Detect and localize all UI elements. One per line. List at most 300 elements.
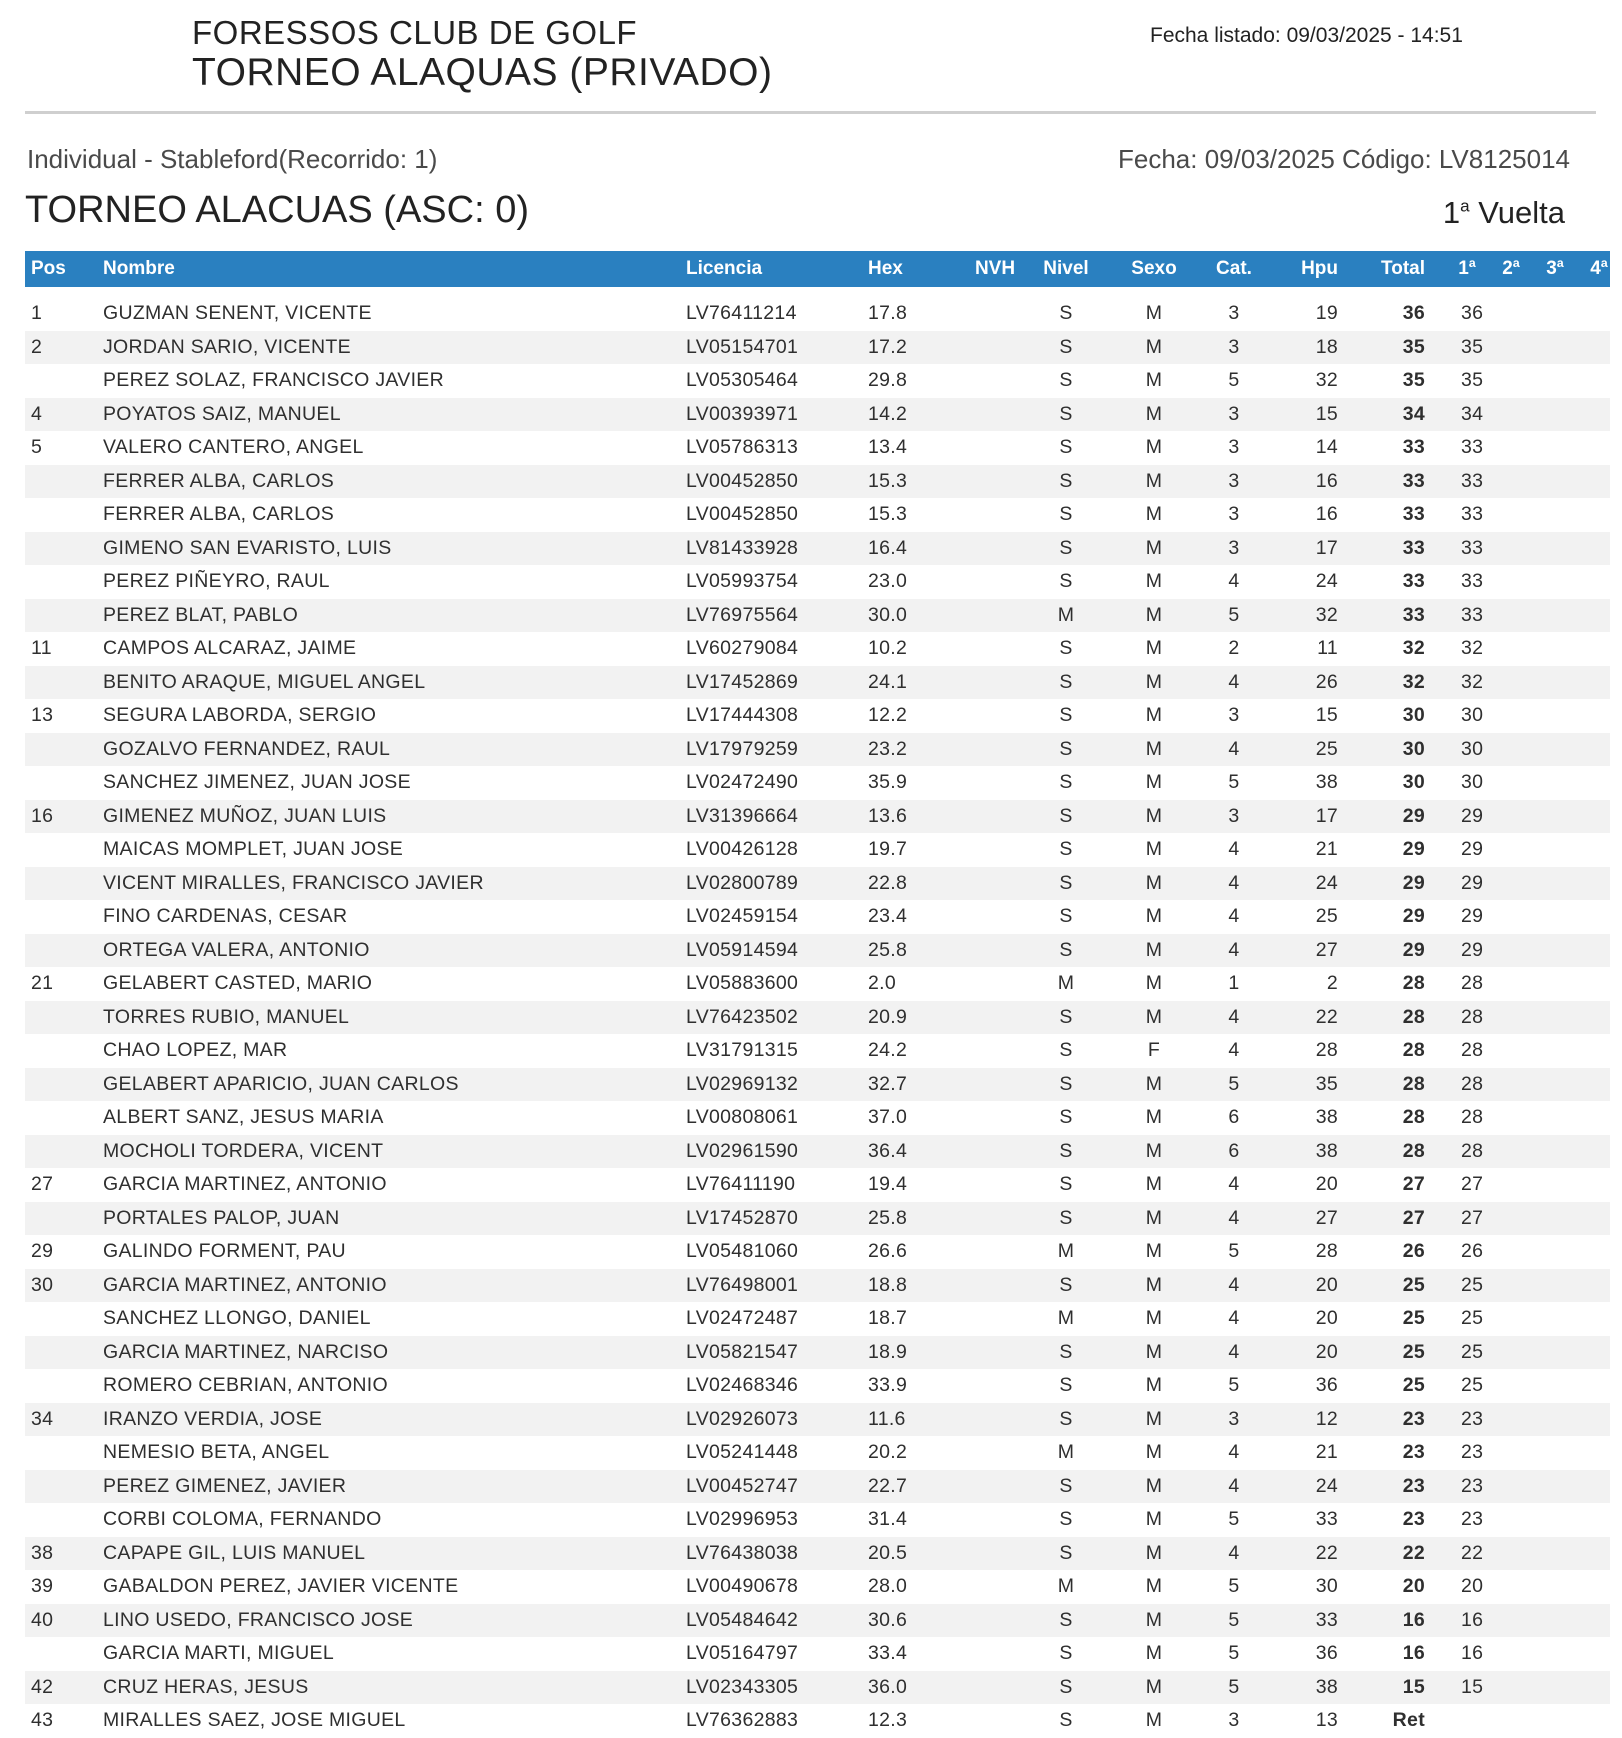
cell-round-1: 23 — [1461, 1407, 1484, 1430]
cell-nivel: S — [1059, 1106, 1073, 1128]
cell-round-1: 26 — [1461, 1240, 1484, 1262]
table-row — [25, 1503, 1610, 1537]
cell-licencia: LV00426128 — [686, 838, 799, 860]
cell-sexo: M — [1145, 1340, 1163, 1363]
table-row — [25, 1336, 1610, 1370]
col-header-round-2: 2ª — [1502, 258, 1520, 279]
cell-cat: 4 — [1228, 938, 1240, 961]
cell-hpu: 20 — [1315, 1340, 1338, 1363]
cell-sexo: M — [1145, 1374, 1163, 1396]
cell-hex: 18.7 — [868, 1307, 908, 1329]
cell-hex: 13.6 — [868, 804, 908, 827]
cell-sexo: M — [1145, 637, 1163, 659]
cell-total: 28 — [1402, 972, 1425, 994]
cell-hpu: 33 — [1315, 1508, 1338, 1530]
cell-round-1: 29 — [1461, 938, 1484, 961]
table-row — [25, 699, 1610, 733]
col-header-nombre: Nombre — [103, 258, 175, 279]
cell-round-1: 25 — [1461, 1340, 1484, 1363]
cell-round-1: 33 — [1461, 503, 1484, 525]
cell-sexo: M — [1145, 1474, 1163, 1497]
cell-licencia: LV02472490 — [686, 771, 799, 793]
cell-cat: 4 — [1228, 1206, 1240, 1229]
cell-cat: 6 — [1228, 1139, 1240, 1162]
table-row — [25, 599, 1610, 633]
cell-total: 28 — [1402, 1139, 1425, 1162]
table-row — [25, 398, 1610, 432]
cell-nombre: FINO CARDENAS, CESAR — [103, 905, 348, 927]
cell-nivel: S — [1059, 1173, 1073, 1195]
cell-hpu: 22 — [1315, 1005, 1338, 1028]
cell-hex: 18.9 — [868, 1340, 908, 1363]
table-row — [25, 1001, 1610, 1035]
table-row — [25, 498, 1610, 532]
cell-sexo: M — [1145, 1608, 1163, 1631]
cell-cat: 3 — [1228, 335, 1240, 358]
cell-licencia: LV76423502 — [686, 1005, 799, 1028]
cell-nombre: CAMPOS ALCARAZ, JAIME — [103, 637, 357, 659]
cell-cat: 5 — [1228, 1508, 1240, 1530]
cell-licencia: LV60279084 — [686, 637, 799, 659]
cell-nombre: GUZMAN SENENT, VICENTE — [103, 302, 372, 324]
cell-nombre: GABALDON PEREZ, JAVIER VICENTE — [103, 1575, 459, 1597]
cell-pos: 11 — [31, 637, 52, 659]
cell-sexo: M — [1145, 871, 1163, 894]
cell-cat: 6 — [1228, 1106, 1240, 1128]
cell-licencia: LV02996953 — [686, 1508, 799, 1530]
cell-round-1: 30 — [1461, 737, 1484, 760]
cell-total: 15 — [1402, 1675, 1425, 1698]
cell-licencia: LV17452870 — [686, 1206, 799, 1229]
table-row — [25, 1704, 1610, 1738]
cell-round-1: 28 — [1461, 1039, 1484, 1061]
cell-nombre: GARCIA MARTINEZ, ANTONIO — [103, 1173, 387, 1195]
cell-round-1: 33 — [1461, 603, 1484, 626]
cell-round-1: 29 — [1461, 871, 1484, 894]
cell-hex: 28.0 — [868, 1575, 908, 1597]
cell-cat: 5 — [1228, 1374, 1240, 1396]
cell-nombre: LINO USEDO, FRANCISCO JOSE — [103, 1608, 414, 1631]
cell-cat: 4 — [1228, 737, 1240, 760]
cell-total: 25 — [1402, 1307, 1425, 1329]
cell-pos: 1 — [31, 302, 43, 324]
cell-licencia: LV17444308 — [686, 704, 799, 726]
cell-nombre: IRANZO VERDIA, JOSE — [103, 1407, 323, 1430]
cell-nivel: S — [1059, 369, 1073, 391]
cell-cat: 3 — [1228, 503, 1240, 525]
cell-sexo: M — [1145, 938, 1163, 961]
cell-total: Ret — [1392, 1709, 1425, 1731]
cell-hpu: 16 — [1315, 503, 1338, 525]
cell-cat: 4 — [1228, 670, 1240, 693]
table-row — [25, 465, 1610, 499]
cell-licencia: LV02472487 — [686, 1307, 799, 1329]
cell-sexo: M — [1145, 1139, 1163, 1162]
cell-licencia: LV76975564 — [686, 603, 799, 626]
cell-sexo: M — [1145, 603, 1163, 626]
cell-nivel: S — [1059, 737, 1073, 760]
cell-sexo: M — [1145, 1106, 1163, 1128]
table-row — [25, 565, 1610, 599]
cell-hpu: 36 — [1315, 1374, 1338, 1396]
cell-sexo: M — [1145, 838, 1163, 860]
table-row — [25, 1604, 1610, 1638]
cell-cat: 4 — [1228, 1173, 1240, 1195]
cell-licencia: LV17979259 — [686, 737, 799, 760]
cell-cat: 3 — [1228, 536, 1240, 559]
cell-hpu: 24 — [1315, 1474, 1338, 1497]
table-row — [25, 297, 1610, 331]
cell-pos: 5 — [31, 436, 43, 458]
cell-licencia: LV76411214 — [686, 302, 797, 324]
cell-licencia: LV02800789 — [686, 871, 799, 894]
cell-total: 20 — [1402, 1575, 1425, 1597]
table-row — [25, 1068, 1610, 1102]
cell-nombre: PEREZ PIÑEYRO, RAUL — [103, 570, 330, 592]
round-number: 1 — [1442, 195, 1461, 230]
cell-total: 29 — [1402, 804, 1425, 827]
cell-cat: 3 — [1228, 469, 1240, 492]
cell-round-1: 28 — [1461, 1072, 1484, 1095]
cell-hex: 16.4 — [868, 536, 908, 559]
cell-nombre: CRUZ HERAS, JESUS — [103, 1675, 309, 1698]
cell-nivel: S — [1059, 1608, 1073, 1631]
cell-pos: 13 — [31, 704, 54, 726]
cell-total: 25 — [1402, 1273, 1425, 1296]
cell-cat: 4 — [1228, 1340, 1240, 1363]
cell-hpu: 35 — [1315, 1072, 1338, 1095]
cell-hex: 22.7 — [868, 1474, 908, 1497]
cell-nivel: S — [1059, 503, 1073, 525]
cell-total: 26 — [1402, 1240, 1425, 1262]
cell-hpu: 17 — [1315, 536, 1338, 559]
cell-nivel: S — [1059, 637, 1073, 659]
cell-sexo: M — [1145, 771, 1163, 793]
cell-hpu: 20 — [1315, 1273, 1338, 1296]
cell-licencia: LV31396664 — [686, 804, 799, 827]
cell-licencia: LV05305464 — [686, 369, 799, 391]
cell-hpu: 28 — [1315, 1039, 1338, 1061]
cell-nombre: CHAO LOPEZ, MAR — [103, 1039, 288, 1061]
cell-total: 33 — [1402, 536, 1425, 559]
cell-nombre: GARCIA MARTINEZ, ANTONIO — [103, 1273, 387, 1296]
cell-total: 29 — [1402, 905, 1425, 927]
cell-nivel: S — [1059, 704, 1073, 726]
cell-hpu: 27 — [1315, 1206, 1338, 1229]
cell-nombre: PEREZ GIMENEZ, JAVIER — [103, 1474, 347, 1497]
cell-licencia: LV02926073 — [686, 1407, 799, 1430]
table-row — [25, 666, 1610, 700]
cell-total: 29 — [1402, 938, 1425, 961]
cell-total: 25 — [1402, 1340, 1425, 1363]
cell-licencia: LV05993754 — [686, 570, 799, 592]
cell-total: 30 — [1402, 704, 1425, 726]
cell-cat: 5 — [1228, 369, 1240, 391]
cell-sexo: M — [1145, 570, 1163, 592]
cell-sexo: M — [1145, 670, 1163, 693]
col-header-round-4: 4ª — [1590, 258, 1608, 279]
cell-sexo: M — [1145, 369, 1163, 391]
cell-nivel: S — [1059, 1273, 1073, 1296]
cell-hpu: 21 — [1315, 1441, 1338, 1463]
cell-nivel: S — [1059, 469, 1073, 492]
cell-sexo: M — [1145, 436, 1163, 458]
cell-round-1: 25 — [1461, 1273, 1484, 1296]
cell-round-1: 27 — [1461, 1206, 1484, 1229]
table-row — [25, 1369, 1610, 1403]
cell-hpu: 2 — [1326, 972, 1338, 994]
cell-sexo: M — [1145, 1675, 1163, 1698]
table-row — [25, 364, 1610, 398]
cell-hex: 36.4 — [868, 1139, 908, 1162]
cell-hpu: 36 — [1315, 1642, 1338, 1664]
cell-sexo: M — [1145, 1508, 1163, 1530]
cell-cat: 3 — [1228, 1407, 1240, 1430]
cell-licencia: LV00452850 — [686, 469, 799, 492]
cell-total: 22 — [1402, 1541, 1425, 1564]
cell-nivel: S — [1059, 1374, 1073, 1396]
cell-hex: 37.0 — [868, 1106, 908, 1128]
cell-total: 33 — [1402, 603, 1425, 626]
cell-round-1: 23 — [1461, 1441, 1484, 1463]
cell-pos: 40 — [31, 1608, 54, 1631]
cell-sexo: M — [1145, 1541, 1163, 1564]
cell-pos: 2 — [31, 335, 43, 358]
cell-nombre: PEREZ BLAT, PABLO — [103, 603, 299, 626]
cell-sexo: M — [1145, 1173, 1163, 1195]
cell-hpu: 22 — [1315, 1541, 1338, 1564]
cell-nombre: MIRALLES SAEZ, JOSE MIGUEL — [103, 1709, 406, 1731]
cell-nivel: S — [1059, 905, 1073, 927]
cell-licencia: LV00452747 — [686, 1474, 799, 1497]
section-title: TORNEO ALACUAS (ASC: 0) — [25, 189, 529, 231]
cell-cat: 5 — [1228, 603, 1240, 626]
col-header-licencia: Licencia — [686, 258, 763, 279]
cell-hpu: 13 — [1315, 1709, 1338, 1731]
round-label — [1443, 195, 1565, 231]
col-header-nivel: Nivel — [1043, 258, 1089, 279]
cell-sexo: M — [1145, 704, 1163, 726]
cell-total: 33 — [1402, 469, 1425, 492]
cell-nombre: ORTEGA VALERA, ANTONIO — [103, 938, 370, 961]
cell-hex: 32.7 — [868, 1072, 908, 1095]
cell-nombre: VALERO CANTERO, ANGEL — [103, 436, 364, 458]
cell-cat: 4 — [1228, 1273, 1240, 1296]
cell-licencia: LV00452850 — [686, 503, 799, 525]
cell-hex: 2.0 — [868, 972, 897, 994]
cell-licencia: LV02468346 — [686, 1374, 799, 1396]
cell-licencia: LV05786313 — [686, 436, 799, 458]
table-row — [25, 1537, 1610, 1571]
cell-hpu: 20 — [1315, 1173, 1338, 1195]
cell-pos: 4 — [31, 402, 43, 425]
cell-total: 28 — [1402, 1072, 1425, 1095]
cell-licencia: LV31791315 — [686, 1039, 799, 1061]
cell-pos: 27 — [31, 1173, 54, 1195]
table-row — [25, 1202, 1610, 1236]
cell-sexo: M — [1145, 804, 1163, 827]
cell-sexo: M — [1145, 503, 1163, 525]
cell-cat: 5 — [1228, 1675, 1240, 1698]
cell-cat: 1 — [1228, 972, 1240, 994]
cell-licencia: LV00808061 — [686, 1106, 799, 1128]
cell-hex: 17.2 — [868, 335, 908, 358]
club-name: FORESSOS CLUB DE GOLF — [192, 14, 638, 51]
cell-total: 32 — [1402, 637, 1425, 659]
cell-hpu: 38 — [1315, 1106, 1338, 1128]
cell-sexo: M — [1145, 536, 1163, 559]
cell-round-1: 28 — [1461, 1005, 1484, 1028]
col-header-nvh: NVH — [974, 258, 1016, 279]
cell-nivel: M — [1057, 1240, 1075, 1262]
cell-pos: 29 — [31, 1240, 54, 1262]
cell-sexo: M — [1145, 335, 1163, 358]
cell-total: 27 — [1402, 1173, 1425, 1195]
cell-round-1: 25 — [1461, 1374, 1484, 1396]
col-header-round-3: 3ª — [1546, 258, 1564, 279]
cell-hex: 23.4 — [868, 905, 908, 927]
cell-total: 23 — [1402, 1474, 1425, 1497]
table-row — [25, 431, 1610, 465]
cell-cat: 4 — [1228, 1474, 1240, 1497]
cell-cat: 3 — [1228, 302, 1240, 324]
cell-licencia: LV05154701 — [686, 335, 799, 358]
cell-sexo: M — [1145, 1441, 1163, 1463]
cell-pos: 38 — [31, 1541, 54, 1564]
cell-nombre: BENITO ARAQUE, MIGUEL ANGEL — [103, 670, 426, 693]
cell-nombre: GELABERT APARICIO, JUAN CARLOS — [103, 1072, 459, 1095]
col-header-round-1: 1ª — [1458, 258, 1476, 279]
cell-round-1: 28 — [1461, 1106, 1484, 1128]
cell-cat: 3 — [1228, 804, 1240, 827]
cell-hex: 20.2 — [868, 1441, 908, 1463]
cell-nivel: S — [1059, 1206, 1073, 1229]
cell-cat: 4 — [1228, 1307, 1240, 1329]
cell-nombre: PEREZ SOLAZ, FRANCISCO JAVIER — [103, 369, 444, 391]
table-row — [25, 331, 1610, 365]
cell-hpu: 28 — [1315, 1240, 1338, 1262]
cell-total: 29 — [1402, 871, 1425, 894]
cell-cat: 4 — [1228, 1039, 1240, 1061]
cell-total: 35 — [1402, 335, 1425, 358]
cell-nivel: S — [1059, 1139, 1073, 1162]
cell-nivel: S — [1059, 938, 1073, 961]
table-row — [25, 800, 1610, 834]
cell-round-1: 30 — [1461, 704, 1484, 726]
cell-round-1: 15 — [1461, 1675, 1484, 1698]
cell-total: 33 — [1402, 503, 1425, 525]
cell-total: 16 — [1402, 1608, 1425, 1631]
cell-round-1: 34 — [1461, 402, 1484, 425]
table-row — [25, 632, 1610, 666]
cell-round-1: 29 — [1461, 838, 1484, 860]
cell-hex: 24.2 — [868, 1039, 908, 1061]
cell-total: 28 — [1402, 1005, 1425, 1028]
table-row — [25, 867, 1610, 901]
cell-total: 27 — [1402, 1206, 1425, 1229]
cell-round-1: 23 — [1461, 1474, 1484, 1497]
cell-sexo: M — [1145, 905, 1163, 927]
cell-nivel: S — [1059, 1508, 1073, 1530]
cell-hex: 19.7 — [868, 838, 908, 860]
round-word: Vuelta — [1478, 195, 1565, 230]
cell-hex: 12.3 — [868, 1709, 908, 1731]
cell-hpu: 21 — [1315, 838, 1338, 860]
cell-nombre: MOCHOLI TORDERA, VICENT — [103, 1139, 384, 1162]
cell-pos: 34 — [31, 1407, 54, 1430]
cell-hex: 30.0 — [868, 603, 908, 626]
cell-nivel: S — [1059, 670, 1073, 693]
cell-hex: 20.9 — [868, 1005, 908, 1028]
cell-round-1: 36 — [1461, 302, 1484, 324]
cell-nombre: JORDAN SARIO, VICENTE — [103, 335, 351, 358]
table-row — [25, 1034, 1610, 1068]
cell-nivel: S — [1059, 302, 1073, 324]
cell-round-1: 33 — [1461, 469, 1484, 492]
table-row — [25, 934, 1610, 968]
cell-nivel: S — [1059, 1541, 1073, 1564]
col-header-hex: Hex — [868, 258, 903, 279]
cell-nombre: GARCIA MARTINEZ, NARCISO — [103, 1340, 389, 1363]
cell-hpu: 38 — [1315, 771, 1338, 793]
cell-nivel: S — [1059, 1340, 1073, 1363]
cell-nombre: FERRER ALBA, CARLOS — [103, 503, 335, 525]
cell-cat: 5 — [1228, 1608, 1240, 1631]
cell-cat: 3 — [1228, 402, 1240, 425]
cell-hex: 31.4 — [868, 1508, 908, 1530]
cell-hpu: 25 — [1315, 905, 1338, 927]
cell-nombre: GOZALVO FERNANDEZ, RAUL — [103, 737, 391, 760]
cell-licencia: LV02961590 — [686, 1139, 799, 1162]
cell-cat: 4 — [1228, 570, 1240, 592]
cell-sexo: M — [1145, 1307, 1163, 1329]
cell-cat: 4 — [1228, 1005, 1240, 1028]
cell-hpu: 15 — [1315, 704, 1338, 726]
cell-sexo: M — [1145, 1575, 1163, 1597]
cell-nivel: S — [1059, 838, 1073, 860]
cell-licencia: LV81433928 — [686, 536, 799, 559]
col-header-sexo: Sexo — [1131, 258, 1177, 279]
cell-nivel: S — [1059, 436, 1073, 458]
cell-licencia: LV76362883 — [686, 1709, 799, 1731]
cell-round-1: 25 — [1461, 1307, 1484, 1329]
cell-nivel: M — [1057, 972, 1075, 994]
cell-cat: 5 — [1228, 1072, 1240, 1095]
cell-total: 28 — [1402, 1039, 1425, 1061]
cell-cat: 3 — [1228, 436, 1240, 458]
cell-licencia: LV02343305 — [686, 1675, 799, 1698]
cell-round-1: 16 — [1461, 1608, 1484, 1631]
table-row — [25, 1637, 1610, 1671]
table-row — [25, 967, 1610, 1001]
cell-nombre: ROMERO CEBRIAN, ANTONIO — [103, 1374, 388, 1396]
cell-total: 32 — [1402, 670, 1425, 693]
cell-round-1: 16 — [1461, 1642, 1484, 1664]
col-header-total: Total — [1381, 258, 1425, 279]
table-row — [25, 1470, 1610, 1504]
cell-licencia: LV00490678 — [686, 1575, 799, 1597]
cell-total: 34 — [1402, 402, 1425, 425]
cell-nivel: S — [1059, 1072, 1073, 1095]
tournament-title: TORNEO ALAQUAS (PRIVADO) — [192, 51, 773, 94]
cell-pos: 43 — [31, 1709, 54, 1731]
cell-hex: 23.0 — [868, 570, 908, 592]
table-row — [25, 1168, 1610, 1202]
cell-hpu: 24 — [1315, 570, 1338, 592]
cell-round-1: 27 — [1461, 1173, 1484, 1195]
cell-licencia: LV00393971 — [686, 402, 799, 425]
results-table-header — [25, 251, 1610, 287]
